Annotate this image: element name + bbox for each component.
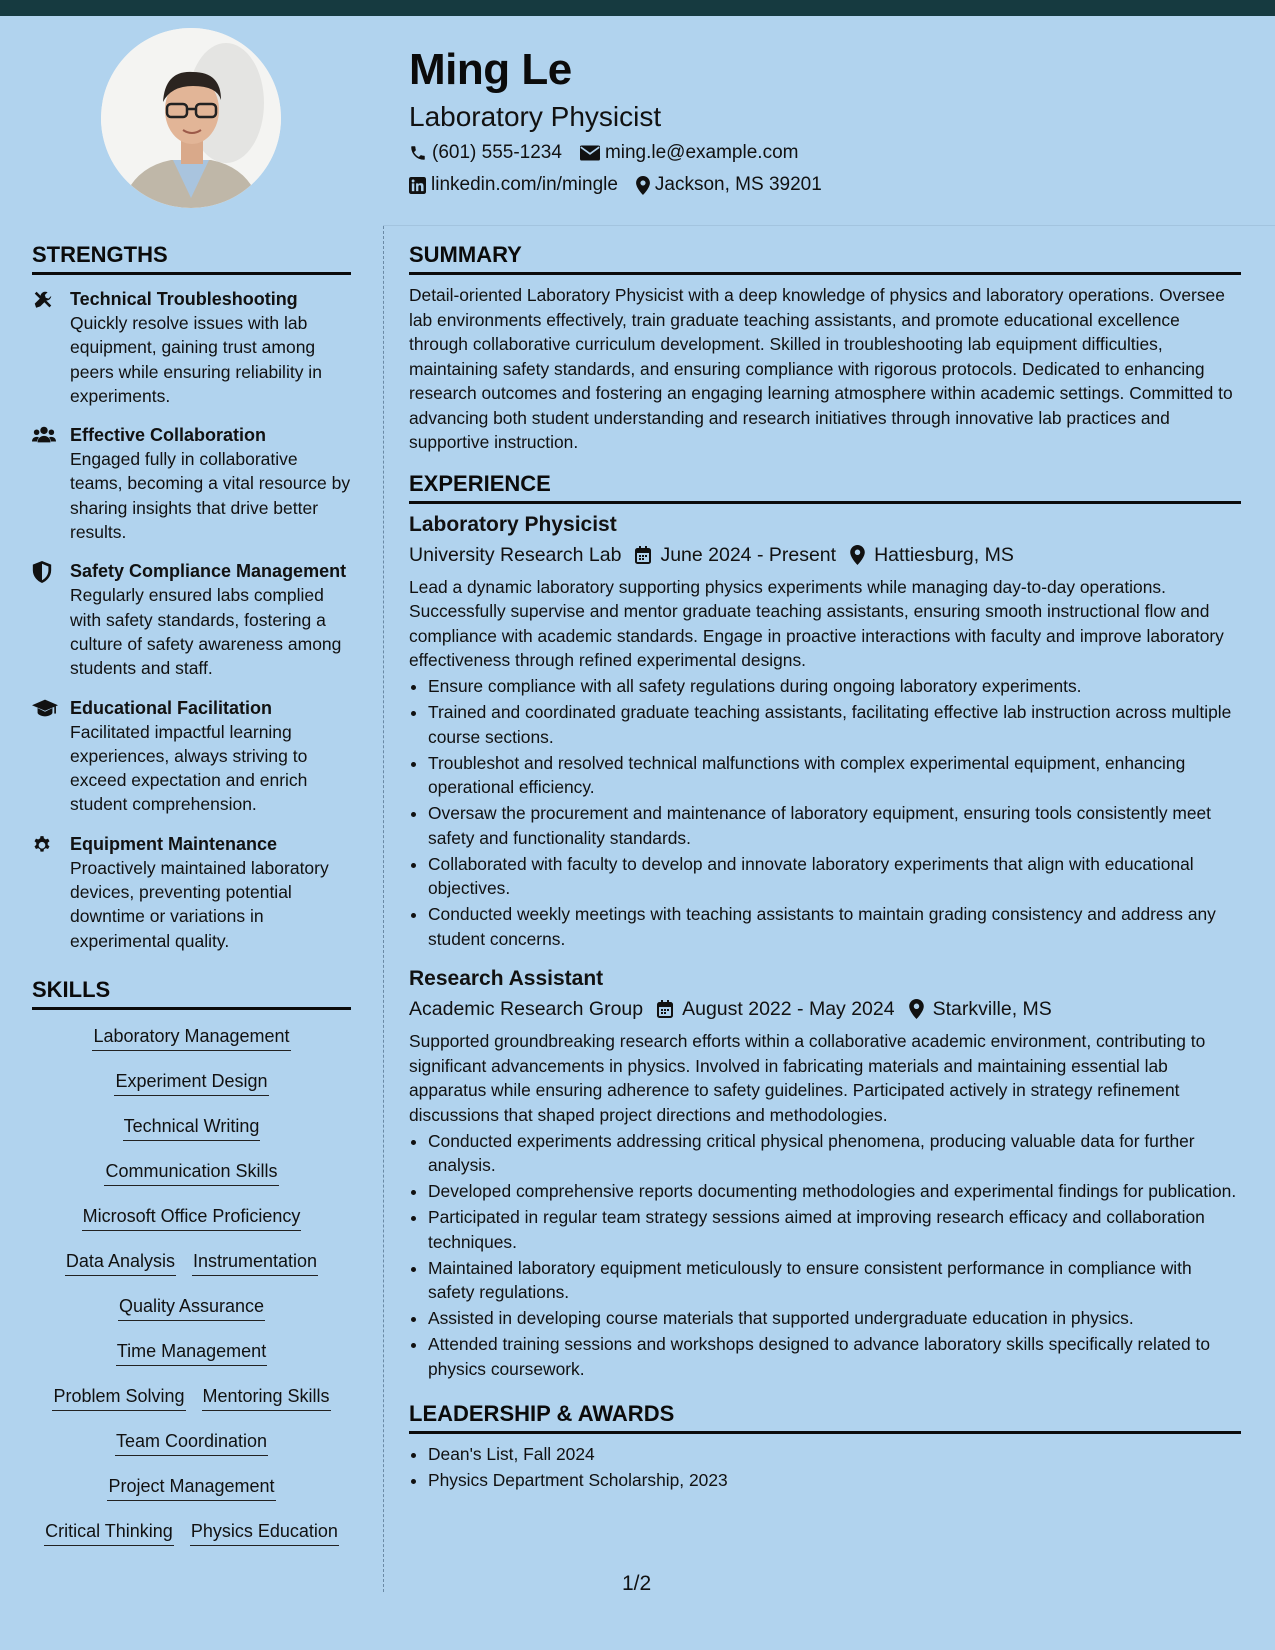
shield-icon (32, 561, 52, 583)
summary-heading: SUMMARY (409, 240, 1241, 275)
skill-row (32, 1114, 351, 1159)
skill-tag: Critical Thinking (44, 1519, 174, 1546)
job-entry (409, 511, 1241, 952)
job-bullet: • Assisted in developing course materials that supported undergraduate education in physics. (428, 1306, 1241, 1331)
job-bullet: • Developed comprehensive reports documenting methodologies and experimental findings for publication. (428, 1179, 1241, 1204)
strength-item (32, 832, 351, 953)
job-bullet: • Collaborated with faculty to develop and innovate laboratory experiments that align with educational objectives. (428, 852, 1241, 901)
job-bullet: • Conducted weekly meetings with teaching assistants to maintain grading consistency and address any student concerns. (428, 902, 1241, 951)
strength-item (32, 559, 351, 680)
skill-row (32, 1204, 351, 1249)
job-location-group (850, 540, 1014, 570)
strength-description: Quickly resolve issues with lab equipment, gaining trust among peers while ensuring reliability in experiments. (70, 313, 322, 406)
strength-item (32, 287, 351, 408)
linkedin-text: linkedin.com/in/mingle (431, 174, 618, 195)
candidate-title: Laboratory Physicist (409, 101, 662, 132)
calendar-icon (657, 1000, 673, 1018)
linkedin-icon (409, 177, 426, 194)
skill-tag: Quality Assurance (118, 1294, 265, 1321)
phone-icon (409, 144, 427, 162)
skill-row (32, 1429, 351, 1474)
awards-heading: LEADERSHIP & AWARDS (409, 1399, 1241, 1434)
strength-title: Effective Collaboration (70, 425, 267, 446)
skill-row (32, 1294, 351, 1339)
tools-icon (32, 289, 54, 311)
job-dates: June 2024 - Present (660, 543, 837, 566)
job-bullet: • Oversaw the procurement and maintenance of laboratory equipment, ensuring tools consistently meet safety and functionality standards. (428, 801, 1241, 850)
skill-tag: Technical Writing (123, 1114, 261, 1141)
envelope-icon (580, 145, 600, 161)
strength-description: Facilitated impactful learning experiences, always striving to exceed expectation and enrich student comprehension. (70, 721, 308, 815)
strength-item (32, 696, 351, 817)
calendar-icon (635, 546, 651, 564)
job-bullets (409, 674, 1241, 951)
skill-tag: Problem Solving (52, 1384, 185, 1411)
skill-tag: Laboratory Management (92, 1024, 290, 1051)
map-pin-icon (909, 999, 924, 1019)
location-text: Jackson, MS 39201 (654, 174, 822, 195)
graduation-cap-icon (32, 698, 58, 718)
left-column (32, 240, 351, 1564)
strength-title: Equipment Maintenance (70, 833, 278, 854)
job-description: Supported groundbreaking research efforts within a collaborative academic environment, contributing to significant advancements in physics. Involved in fabricating materials and maintaining essential lab apparatus while ensuring adherence to safety guidelines. Participated actively in strategy refinement discussions that shaped project directions and methodologies. (409, 1031, 1206, 1125)
header-divider (383, 225, 1275, 226)
awards-list (409, 1442, 1241, 1493)
strength-title: Technical Troubleshooting (70, 289, 298, 309)
job-company: University Research Lab (409, 543, 622, 566)
skill-tag: Mentoring Skills (202, 1384, 331, 1411)
skills-list (32, 1024, 351, 1564)
job-location: Hattiesburg, MS (874, 543, 1014, 566)
job-bullet: • Troubleshot and resolved technical malfunctions with complex experimental equipment, enhancing operational efficiency. (428, 751, 1241, 800)
job-meta (409, 540, 1241, 570)
skill-row (32, 1519, 351, 1564)
skill-row (32, 1249, 351, 1294)
job-location: Starkville, MS (932, 998, 1052, 1020)
right-column (409, 240, 1241, 1493)
email-text: ming.le@example.com (604, 142, 799, 163)
strength-title: Educational Facilitation (70, 697, 273, 718)
job-bullet: • Conducted experiments addressing critical physical phenomena, producing valuable data for further analysis. (428, 1129, 1241, 1178)
job-bullet: • Maintained laboratory equipment meticulously to ensure consistent performance in compliance with safety regulations. (428, 1256, 1241, 1305)
strength-description: Proactively maintained laboratory devices, preventing potential downtime or variations in experimental quality. (70, 857, 329, 951)
strength-description: Regularly ensured labs complied with safety standards, fostering a culture of safety awareness among students and staff. (70, 585, 342, 679)
map-pin-icon (850, 545, 865, 565)
job-bullet: • Attended training sessions and workshops designed to advance laboratory skills specifically related to physics coursework. (428, 1332, 1241, 1381)
job-company: Academic Research Group (409, 998, 644, 1020)
skill-tag: Data Analysis (65, 1249, 176, 1276)
header (409, 40, 840, 198)
skill-tag: Team Coordination (115, 1429, 268, 1456)
skill-tag: Project Management (107, 1474, 275, 1501)
strength-description: Engaged fully in collaborative teams, becoming a vital resource by sharing insights that drive better results. (70, 449, 351, 543)
job-dates-group (657, 994, 894, 1024)
job-dates-group (635, 540, 836, 570)
skill-row (32, 1339, 351, 1384)
strengths-list (32, 287, 351, 953)
summary-text: Detail-oriented Laboratory Physicist with a deep knowledge of physics and laboratory operations. Oversee lab environments effectively, train graduate teaching assistants, and promote educational excellence through collaborative curriculum development. Skilled in troubleshooting lab equipment difficulties, maintaining safety standards, and ensuring compliance with rigorous protocols. Dedicated to enhancing research outcomes and fostering an engaging learning atmosphere within academic settings. Committed to advancing both student understanding and research initiatives through innovative lab practices and supportive instruction. (409, 285, 1233, 452)
job-description: Lead a dynamic laboratory supporting physics experiments while managing day-to-day operations. Successfully supervise and mentor graduate teaching assistants, ensuring smooth instructional flow and compliance with academic standards. Engage in proactive interactions with faculty and improve laboratory effectiveness through refined experimental designs. (409, 576, 1224, 670)
job-location-group (909, 994, 1052, 1024)
strength-item (32, 423, 351, 544)
job-bullets (409, 1129, 1241, 1382)
skill-tag: Physics Education (190, 1519, 339, 1546)
award-item: • Dean's List, Fall 2024 (428, 1442, 1241, 1467)
skill-tag: Communication Skills (104, 1159, 278, 1186)
users-icon (32, 425, 56, 445)
skill-tag: Microsoft Office Proficiency (82, 1204, 302, 1231)
skill-tag: Experiment Design (114, 1069, 268, 1096)
skill-row (32, 1384, 351, 1429)
job-title: Research Assistant (409, 967, 604, 990)
job-dates: August 2022 - May 2024 (682, 998, 895, 1020)
skills-heading: SKILLS (32, 975, 351, 1010)
contact-row-2 (409, 172, 840, 198)
profile-photo (101, 28, 281, 208)
strengths-heading: STRENGTHS (32, 240, 351, 275)
skill-row (32, 1024, 351, 1069)
linkedin-contact[interactable] (409, 174, 618, 196)
gear-icon (32, 834, 52, 854)
job-bullet: • Participated in regular team strategy sessions aimed at improving research efficacy and collaboration techniques. (428, 1205, 1241, 1254)
experience-heading: EXPERIENCE (409, 469, 1241, 504)
skill-row (32, 1474, 351, 1519)
contact-row-1 (409, 140, 840, 166)
page-number: 1/2 (622, 1572, 652, 1595)
phone-contact[interactable] (409, 142, 562, 164)
strength-title: Safety Compliance Management (70, 561, 347, 582)
skill-row (32, 1069, 351, 1114)
column-divider (383, 226, 384, 1592)
map-pin-icon (636, 176, 650, 195)
skill-tag: Time Management (116, 1339, 267, 1366)
email-contact[interactable] (580, 142, 799, 164)
job-bullet: • Ensure compliance with all safety regulations during ongoing laboratory experiments. (428, 674, 1241, 699)
job-meta (409, 994, 1241, 1024)
job-entry (409, 965, 1241, 1381)
job-bullet: • Trained and coordinated graduate teaching assistants, facilitating effective lab instruction across multiple course sections. (428, 700, 1241, 749)
avatar-illustration (101, 28, 281, 208)
job-title: Laboratory Physicist (409, 512, 617, 536)
phone-text: (601) 555-1234 (432, 142, 562, 163)
candidate-name: Ming Le (409, 45, 572, 94)
skill-row (32, 1159, 351, 1204)
location-contact (636, 174, 822, 196)
award-item: • Physics Department Scholarship, 2023 (428, 1468, 1241, 1493)
top-bar (0, 0, 1275, 16)
skill-tag: Instrumentation (192, 1249, 318, 1276)
